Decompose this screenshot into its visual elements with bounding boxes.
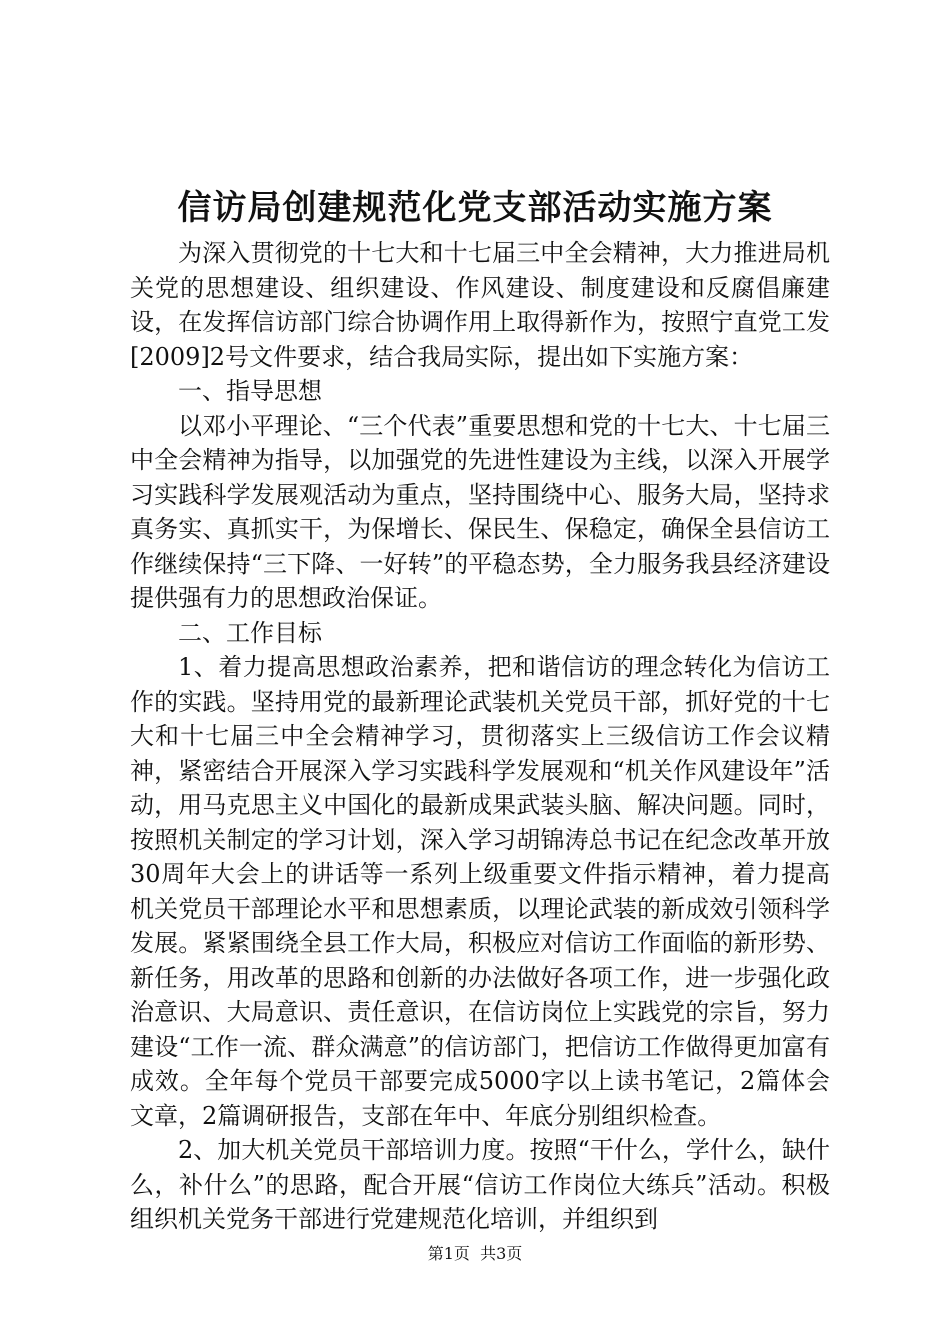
goal-1-paragraph: 1、着力提高思想政治素养，把和谐信访的理念转化为信访工作的实践。坚持用党的最新理论武装机关党员干部，抓好党的十七大和十七届三中全会精神学习，贯彻落实上三级信访工作会议精神，紧密结合开展深入学习实践科学发展观和“机关作风建设年”活动，用马克思主义中国化的最新成果武装头脑、解决问题。同时，按照机关制定的学习计划，深入学习胡锦涛总书记在纪念改革开放30周年大会上的讲话等一系列上级重要文件指示精神，着力提高机关党员干部理论水平和思想素质，以理论武装的新成效引领科学发展。紧紧围绕全县工作大局，积极应对信访工作面临的新形势、新任务，用改革的思路和创新的办法做好各项工作，进一步强化政治意识、大局意识、责任意识，在信访岗位上实践党的宗旨，努力建设“工作一流、群众满意”的信访部门，把信访工作做得更加富有成效。全年每个党员干部要完成5000字以上读书笔记，2篇体会文章，2篇调研报告，支部在年中、年底分别组织检查。 bbox=[130, 653, 830, 1130]
intro-paragraph: 为深入贯彻党的十七大和十七届三中全会精神，大力推进局机关党的思想建设、组织建设、作风建设、制度建设和反腐倡廉建设，在发挥信访部门综合协调作用上取得新作为，按照宁直党工发[2009]2号文件要求，结合我局实际，提出如下实施方案： bbox=[130, 239, 830, 371]
section-heading-guiding-thought: 一、指导思想 bbox=[178, 377, 322, 405]
guiding-thought-paragraph: 以邓小平理论、“三个代表”重要思想和党的十七大、十七届三中全会精神为指导，以加强党的先进性建设为主线，以深入开展学习实践科学发展观活动为重点，坚持围绕中心、服务大局，坚持求真务实、真抓实干，为保增长、保民生、保稳定，确保全县信访工作继续保持“三下降、一好转”的平稳态势，全力服务我县经济建设提供强有力的思想政治保证。 bbox=[130, 411, 830, 612]
goal-2-paragraph: 2、加大机关党员干部培训力度。按照“干什么，学什么，缺什么，补什么”的思路，配合开展“信访工作岗位大练兵”活动。积极组织机关党务干部进行党建规范化培训，并组织到 bbox=[130, 1136, 830, 1233]
section-heading-work-goals: 二、工作目标 bbox=[178, 618, 322, 647]
document-title: 信访局创建规范化党支部活动实施方案 bbox=[177, 188, 773, 228]
page-number-footer: 第1页 共3页 bbox=[427, 1244, 523, 1263]
document-body bbox=[130, 236, 830, 1237]
